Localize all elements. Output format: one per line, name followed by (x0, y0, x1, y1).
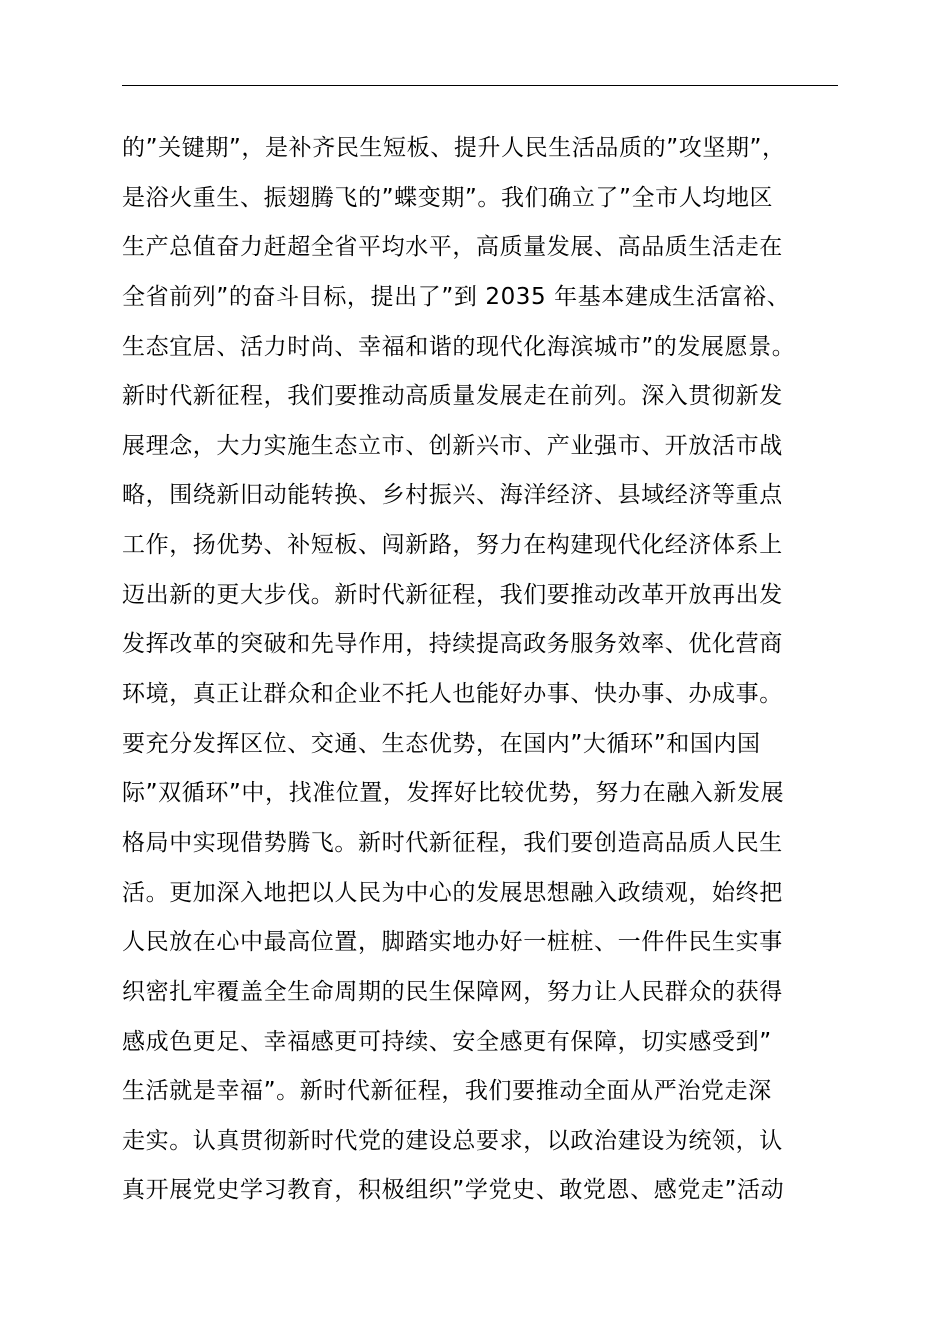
text-line: 发挥改革的突破和先导作用，持续提高政务服务效率、优化营商 (122, 631, 783, 658)
text-line: 展理念，大力实施生态立市、创新兴市、产业强市、开放活市战 (122, 432, 783, 459)
text-line: 人民放在心中最高位置，脚踏实地办好一桩桩、一件件民生实事 (122, 929, 783, 956)
text-line: 要充分发挥区位、交通、生态优势，在国内”大循环”和国内国 (122, 730, 761, 757)
text-line: 生产总值奋力赶超全省平均水平，高质量发展、高品质生活走在 (122, 234, 783, 261)
text-line: 是浴火重生、振翅腾飞的”蝶变期”。我们确立了”全市人均地区 (122, 184, 774, 211)
text-line: 环境，真正让群众和企业不托人也能好办事、快办事、办成事。 (122, 681, 783, 708)
text-line: 迈出新的更大步伐。新时代新征程，我们要推动改革开放再出发 (122, 581, 783, 608)
text-line: 走实。认真贯彻新时代党的建设总要求，以政治建设为统领，认 (122, 1127, 783, 1154)
text-line: 际”双循环”中，找准位置，发挥好比较优势，努力在融入新发展 (122, 780, 785, 807)
text-line: 织密扎牢覆盖全生命周期的民生保障网，努力让人民群众的获得 (122, 978, 783, 1005)
text-line: 新时代新征程，我们要推动高质量发展走在前列。深入贯彻新发 (122, 383, 783, 410)
text-line: 活。更加深入地把以人民为中心的发展思想融入政绩观，始终把 (122, 879, 783, 906)
text-line: 感成色更足、幸福感更可持续、安全感更有保障，切实感受到” (122, 1028, 772, 1055)
text-line: 全省前列”的奋斗目标，提出了”到 2035 年基本建成生活富裕、 (122, 283, 791, 310)
text-line: 生活就是幸福”。新时代新征程，我们要推动全面从严治党走深 (122, 1078, 772, 1105)
text-line: 真开展党史学习教育，积极组织”学党史、敢党恩、感党走”活动 (122, 1177, 785, 1204)
body-paragraph (122, 124, 882, 1216)
text-line: 略，围绕新旧动能转换、乡村振兴、海洋经济、县域经济等重点 (122, 482, 783, 509)
header-rule (122, 85, 838, 86)
text-line: 生态宜居、活力时尚、幸福和谐的现代化海滨城市”的发展愿景。 (122, 333, 796, 360)
text-line: 的”关键期”，是补齐民生短板、提升人民生活品质的”攻坚期”， (122, 135, 786, 161)
text-line: 格局中实现借势腾飞。新时代新征程，我们要创造高品质人民生 (122, 829, 783, 856)
text-line: 工作，扬优势、补短板、闯新路，努力在构建现代化经济体系上 (122, 532, 783, 559)
